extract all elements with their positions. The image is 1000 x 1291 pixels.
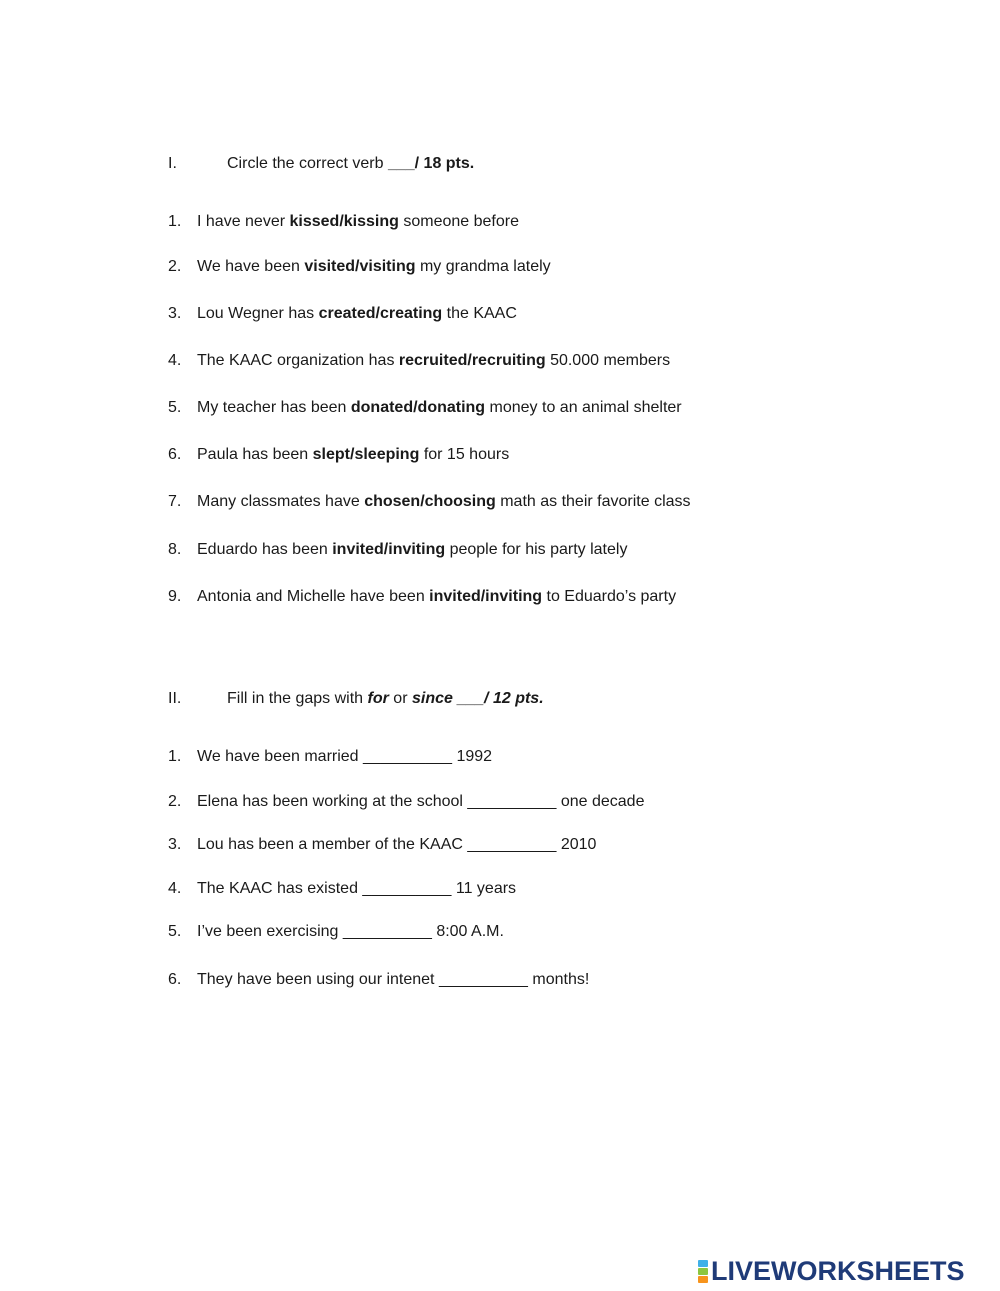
verb-item: 1. I have never kissed/kissing someone before (168, 213, 519, 230)
verb-options[interactable]: donated/donating (350, 399, 486, 416)
logo-block (698, 1276, 708, 1283)
section-1-header (168, 154, 474, 174)
section-2-instruction: Fill in the gaps with (227, 690, 364, 707)
logo-text: LIVEWORKSHEETS (711, 1256, 965, 1286)
verb-item: 4. The KAAC organization has recruited/recruiting 50.000 members (168, 352, 671, 369)
liveworksheets-logo (698, 1258, 965, 1284)
verb-item: 6. Paula has been slept/sleeping for 15 hours (168, 446, 510, 463)
verb-options[interactable]: created/creating (318, 305, 443, 322)
verb-options[interactable]: recruited/recruiting (398, 352, 546, 369)
word-since: since (411, 690, 453, 707)
verb-options[interactable]: kissed/kissing (289, 213, 399, 230)
verb-options[interactable]: invited/inviting (332, 541, 446, 558)
logo-block (698, 1260, 708, 1267)
verb-options[interactable]: slept/sleeping (312, 446, 420, 463)
word-for: for (367, 690, 389, 707)
section-1-score: ___/ 18 pts. (387, 155, 475, 172)
gap-item: 3. Lou has been a member of the KAAC __________ 2010 (168, 836, 597, 853)
gap-item: 4. The KAAC has existed __________ 11 years (168, 880, 517, 897)
gap-blank[interactable]: __________ (362, 880, 452, 897)
verb-item: 9. Antonia and Michelle have been invited/inviting to Eduardo’s party (168, 588, 677, 605)
gap-blank[interactable]: __________ (363, 748, 453, 765)
gap-blank[interactable]: __________ (438, 971, 528, 988)
section-2-numeral: II. (168, 690, 182, 707)
verb-options[interactable]: chosen/choosing (364, 493, 496, 510)
verb-item: 8. Eduardo has been invited/inviting people for his party lately (168, 541, 628, 558)
verb-options[interactable]: visited/visiting (304, 258, 416, 275)
section-2-header (168, 689, 544, 709)
gap-item: 6. They have been using our intenet __________ months! (168, 971, 590, 988)
section-1-numeral: I. (168, 155, 177, 172)
gap-blank[interactable]: __________ (342, 923, 432, 940)
logo-block (698, 1268, 708, 1275)
verb-item: 5. My teacher has been donated/donating money to an animal shelter (168, 399, 682, 416)
gap-item: 5. I’ve been exercising __________ 8:00 A.M. (168, 923, 504, 940)
gap-item: 2. Elena has been working at the school __________ one decade (168, 793, 645, 810)
logo-blocks-icon (698, 1260, 708, 1283)
gap-item: 1. We have been married __________ 1992 (168, 748, 493, 765)
verb-item: 3. Lou Wegner has created/creating the KAAC (168, 305, 517, 322)
gap-blank[interactable]: __________ (467, 836, 557, 853)
verb-item: 2. We have been visited/visiting my grandma lately (168, 258, 551, 275)
verb-item: 7. Many classmates have chosen/choosing math as their favorite class (168, 493, 691, 510)
gap-blank[interactable]: __________ (467, 793, 557, 810)
section-2-score: ___/ 12 pts. (457, 690, 544, 707)
section-1-instruction: Circle the correct verb (227, 155, 384, 172)
word-or: or (393, 690, 408, 707)
verb-options[interactable]: invited/inviting (429, 588, 543, 605)
